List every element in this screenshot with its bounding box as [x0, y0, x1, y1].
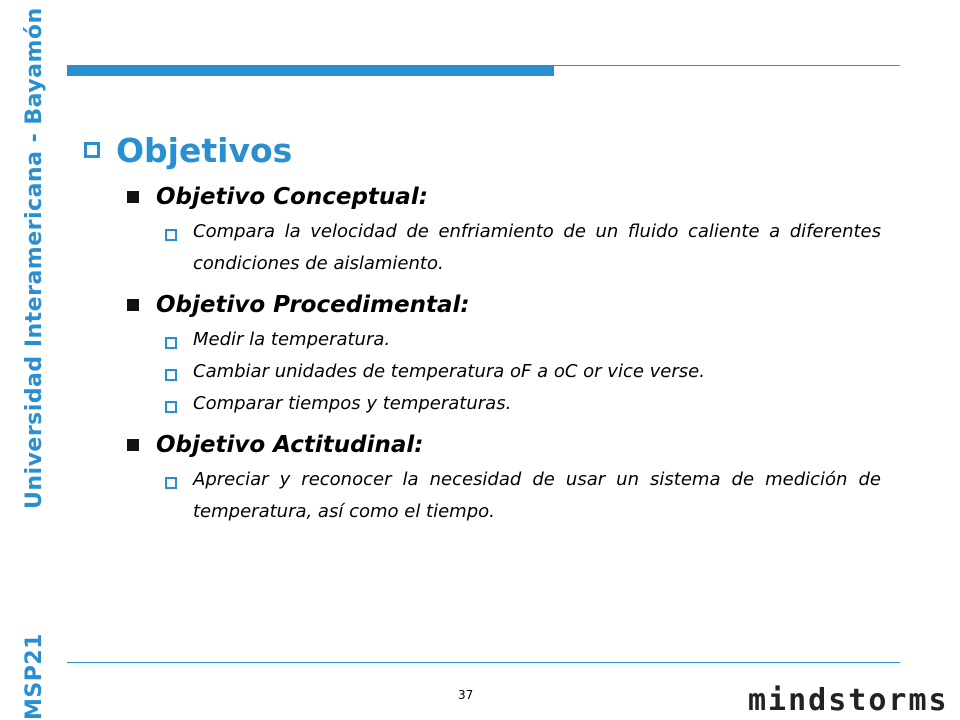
filled-square-bullet-icon [127, 299, 139, 311]
top-rule-thick [67, 65, 554, 76]
university-name: Universidad Interamericana - Bayamón [22, 7, 47, 509]
hollow-square-bullet-icon [165, 229, 177, 241]
list-item [165, 330, 897, 356]
hollow-square-bullet-icon [165, 369, 177, 381]
hollow-square-bullet-icon [165, 477, 177, 489]
section-heading-row [127, 286, 897, 324]
top-rule-thin [554, 65, 900, 66]
slide-title: Objetivos [116, 130, 293, 170]
section-heading-row [127, 178, 897, 216]
list-item [165, 222, 897, 280]
title-row [82, 122, 897, 178]
list-item [165, 470, 897, 528]
side-branding [0, 0, 50, 720]
list-item [165, 394, 897, 420]
list-item-text: Medir la temperatura. [193, 329, 391, 350]
bottom-rule [67, 662, 900, 663]
list-item-text: Compara la velocidad de enfriamiento de un fluido caliente a diferentes condiciones de aislamiento. [193, 221, 881, 274]
section-heading: Objetivo Actitudinal: [156, 432, 424, 458]
section-heading: Objetivo Procedimental: [156, 292, 470, 318]
section-heading: Objetivo Conceptual: [156, 184, 428, 210]
filled-square-bullet-icon [127, 191, 139, 203]
course-code: MSP21 [22, 633, 47, 720]
list-item-text: Cambiar unidades de temperatura oF a oC or vice verse. [193, 361, 705, 382]
filled-square-bullet-icon [127, 439, 139, 451]
hollow-square-bullet-icon [165, 401, 177, 413]
list-item-text: Comparar tiempos y temperaturas. [193, 393, 512, 414]
list-item [165, 362, 897, 388]
list-item-text: Apreciar y reconocer la necesidad de usar un sistema de medición de temperatura, así como el tiempo. [193, 469, 881, 522]
hollow-square-bullet-icon [84, 142, 100, 158]
hollow-square-bullet-icon [165, 337, 177, 349]
page-number: 37 [458, 688, 474, 702]
section-heading-row [127, 426, 897, 464]
slide-content [82, 122, 897, 534]
mindstorms-logo: mindstorms [748, 683, 949, 718]
